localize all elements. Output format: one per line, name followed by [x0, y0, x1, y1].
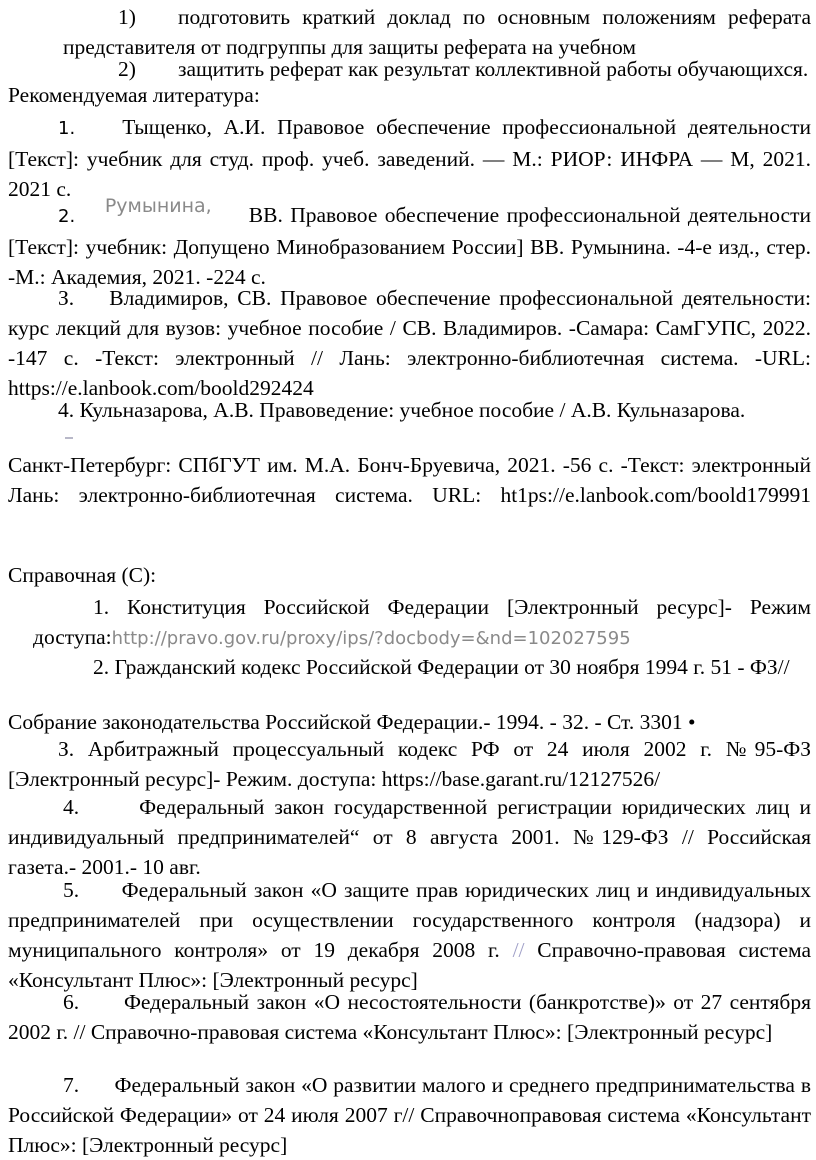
task-number: 2) — [118, 57, 136, 81]
stray-dash-mark — [65, 437, 73, 439]
literature-heading: Рекомендуемая литература: — [8, 83, 260, 107]
item-text: Владимиров, СВ. Правовое обеспечение профессиональной деятельности: курс лекций для вузов: учебное пособие / СВ. Владимиров. -Самара: СамГУПС, 2022. -147 с. -Текст: электронный // Лань: электронно-библиотечная система. -URL: https://e.lanbook.com/boold292424 — [8, 286, 811, 400]
item-text: Федеральный закон «О защите прав юридических лиц и индивидуальных предпринимателей при осуществлении государственного контроля (надзора) и муниципального контроля» от 19 декабря 2008 г. — [8, 878, 811, 962]
task-item-1 — [8, 2, 811, 62]
double-slash: // — [512, 938, 525, 962]
item-text: Кульназарова, А.В. Правоведение: учебное пособие / А.В. Кульназарова. — [79, 398, 746, 422]
item-text: Арбитражный процессуальный кодекс РФ от 24 июля 2002 г. №95-ФЗ [Электронный ресурс]- Режим. доступа: https://base.garant.ru/12127526/ — [8, 737, 812, 791]
item-number: З. — [58, 286, 75, 310]
task-text: защитить реферат как результат коллективной работы обучающихся. — [178, 57, 809, 81]
url-scan: http://pravo.gov.ru/proxy/ips/?docbody=&nd=102027595 — [111, 628, 631, 649]
reference-item-7 — [8, 1070, 811, 1160]
reference-item-2-continued: Собрание законодательства Российской Федерации.- 1994. - 32. - Ст. 3301 • — [8, 710, 696, 734]
item-number: 6. — [63, 990, 80, 1014]
item-number: З. — [58, 737, 75, 761]
reference-item-2 — [33, 652, 811, 682]
item-text: Федеральный закон государственной регистрации юридических лиц и индивидуальный предпринимателей“ от 8 августа 2001. №129-ФЗ // Российская газета.- 2001.- 10 авг. — [8, 795, 811, 879]
literature-item-1 — [8, 112, 811, 204]
reference-item-1 — [33, 592, 811, 654]
item-text: Гражданский кодекс Российской Федерации от 30 ноября 1994 г. 51 - ФЗ// — [114, 655, 790, 679]
task-text-continued: представителя от подгруппы для защиты реферата на учебном — [63, 35, 636, 59]
item-text: Федеральный закон «О несостоятельности (банкротстве)» от 27 сентября 2002 г. // Справочно-правовая система «Консультант Плюс»: [Электронный ресурс] — [8, 990, 812, 1044]
item-number: 4. — [63, 795, 80, 819]
author-name-scan: Румынина, — [104, 195, 212, 217]
literature-item-2 — [8, 195, 811, 292]
reference-item-6 — [8, 987, 811, 1047]
item-number: 7. — [63, 1073, 80, 1097]
item-number: 4. — [58, 398, 75, 422]
item-number: 1. — [58, 118, 76, 139]
task-text: подготовить краткий доклад по основным положениям реферата — [178, 5, 811, 29]
item-text: Конституция Российской Федерации [Электронный ресурс]- Режим доступа: — [33, 595, 812, 649]
item-text: ВВ. Правовое обеспечение профессиональной деятельности [Текст]: учебник: Допущено Минобразованием России] ВВ. Румынина. -4-е изд., стер. -М.: Академия, 2021. -224 с. — [8, 203, 811, 289]
task-number: 1) — [118, 5, 136, 29]
item-text: Тыщенко, А.И. Правовое обеспечение профессиональной деятельности [Текст]: учебник для студ. проф. учеб. заведений. — М.: РИОР: ИНФРА — М, 2021. 2021 с. — [8, 115, 812, 201]
item-number: 1. — [93, 595, 110, 619]
item-text-tail: Справочно-правовая система «Консультант Плюс»: [Электронный ресурс] — [8, 938, 812, 992]
literature-item-4 — [8, 395, 811, 425]
reference-item-5 — [8, 875, 811, 995]
reference-item-3 — [8, 734, 811, 794]
item-number: 2. — [93, 655, 110, 679]
reference-item-4 — [8, 792, 811, 882]
reference-heading: Справочная (С): — [8, 563, 157, 587]
literature-item-4-continued: Санкт-Петербург: СПбГУТ им. М.А. Бонч-Бруевича, 2021. -56 с. -Текст: электронный Лань: электронно-библиотечная система. URL: ht1ps://e.lanbook.com/boold179991 — [8, 453, 811, 507]
literature-item-3 — [8, 283, 811, 403]
item-text: Федеральный закон «О развитии малого и среднего предпринимательства в Российской Федерации» от 24 июля 2007 г// Справочноправовая система «Консультант Плюс»: [Электронный ресурс] — [8, 1073, 811, 1157]
item-number: 5. — [63, 878, 80, 902]
item-number: 2. — [58, 206, 76, 227]
